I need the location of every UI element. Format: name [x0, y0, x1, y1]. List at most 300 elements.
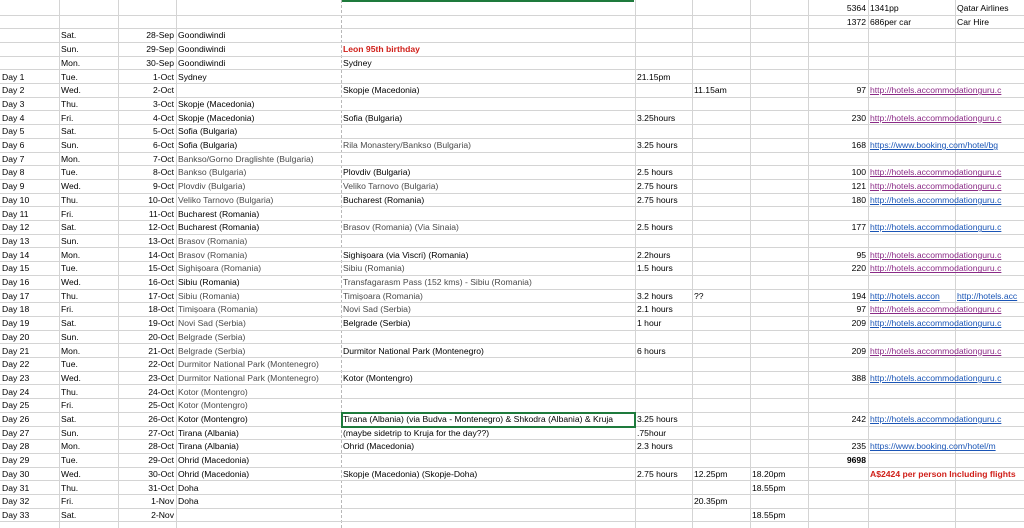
- hotel-link-cell[interactable]: [868, 153, 1024, 166]
- destination-cell[interactable]: [341, 454, 635, 467]
- location-cell[interactable]: Doha: [178, 482, 199, 493]
- day-cell[interactable]: Day 18: [2, 304, 30, 315]
- destination-cell[interactable]: [341, 235, 635, 248]
- departure-cell[interactable]: [692, 71, 750, 84]
- arrival-cell[interactable]: [750, 221, 808, 234]
- location-cell[interactable]: Plovdiv (Bulgaria): [178, 181, 246, 192]
- departure-cell[interactable]: [692, 43, 750, 56]
- weekday-cell[interactable]: Tue.: [61, 263, 78, 274]
- arrival-cell[interactable]: [750, 84, 808, 97]
- itinerary-row[interactable]: [0, 235, 1024, 249]
- arrival-cell[interactable]: [750, 139, 808, 152]
- departure-cell[interactable]: [692, 440, 750, 453]
- hotel-link-cell[interactable]: [868, 43, 1024, 56]
- weekday-cell[interactable]: Wed.: [61, 277, 81, 287]
- departure-cell[interactable]: [692, 399, 750, 412]
- date-cell[interactable]: 6-Oct: [152, 140, 174, 150]
- hotel-link-cell[interactable]: http://hotels.accommodationguru.c: [870, 112, 1002, 123]
- hotel-link-cell[interactable]: [868, 71, 1024, 84]
- weekday-cell[interactable]: Wed.: [61, 372, 81, 383]
- day-cell[interactable]: Day 13: [2, 235, 30, 246]
- arrival-cell[interactable]: [750, 413, 808, 426]
- departure-cell[interactable]: [692, 139, 750, 152]
- destination-cell[interactable]: Tirana (Albania) (via Budva - Montenegro) & Shkodra (Albania) & Kruja: [343, 414, 614, 424]
- cost-cell[interactable]: 121: [851, 181, 866, 192]
- date-cell[interactable]: 26-Oct: [148, 414, 174, 424]
- departure-cell[interactable]: [692, 372, 750, 385]
- cost-cell[interactable]: 100: [851, 167, 866, 178]
- itinerary-row[interactable]: [0, 180, 1024, 194]
- cost-cell[interactable]: 97: [856, 304, 866, 315]
- departure-cell[interactable]: 12.25pm: [694, 468, 728, 479]
- itinerary-row[interactable]: [0, 454, 1024, 468]
- travel-time-cell[interactable]: [635, 495, 692, 508]
- itinerary-row[interactable]: [0, 262, 1024, 276]
- travel-time-cell[interactable]: .75hour: [637, 427, 667, 438]
- date-cell[interactable]: 3-Oct: [152, 98, 174, 109]
- departure-cell[interactable]: [692, 221, 750, 234]
- summary-row[interactable]: [0, 16, 1024, 30]
- hotel-link-cell[interactable]: http://hotels.accommodationguru.c: [870, 249, 1002, 260]
- destination-cell[interactable]: Leon 95th birthday: [343, 44, 420, 55]
- travel-time-cell[interactable]: [635, 153, 692, 166]
- day-cell[interactable]: Day 23: [2, 372, 30, 383]
- travel-time-cell[interactable]: 2.75 hours: [637, 181, 678, 192]
- travel-time-cell[interactable]: [635, 276, 692, 289]
- date-cell[interactable]: 28-Oct: [148, 441, 174, 452]
- summary-label-cell[interactable]: Qatar Airlines: [957, 3, 1009, 13]
- travel-time-cell[interactable]: [635, 98, 692, 111]
- itinerary-row[interactable]: [0, 98, 1024, 112]
- location-cell[interactable]: [176, 509, 341, 522]
- arrival-cell[interactable]: [750, 71, 808, 84]
- day-cell[interactable]: Day 11: [2, 208, 29, 219]
- departure-cell[interactable]: [692, 345, 750, 358]
- travel-time-cell[interactable]: 2.1 hours: [637, 304, 673, 315]
- weekday-cell[interactable]: Fri.: [61, 496, 74, 507]
- itinerary-row[interactable]: [0, 153, 1024, 167]
- date-cell[interactable]: 30-Sep: [146, 57, 174, 68]
- hotel-link-cell[interactable]: https://www.booking.com/hotel/m: [870, 441, 996, 452]
- day-cell[interactable]: Day 22: [2, 359, 30, 370]
- day-cell[interactable]: Day 25: [2, 400, 30, 411]
- date-cell[interactable]: 29-Oct: [148, 455, 174, 466]
- departure-cell[interactable]: [692, 262, 750, 275]
- location-cell[interactable]: Doha: [178, 496, 199, 507]
- day-cell[interactable]: [0, 57, 59, 70]
- departure-cell[interactable]: [692, 125, 750, 138]
- cost-cell[interactable]: [808, 71, 868, 84]
- day-cell[interactable]: Day 33: [2, 509, 30, 520]
- departure-cell[interactable]: [692, 208, 750, 221]
- summary-row[interactable]: [0, 2, 1024, 16]
- arrival-cell[interactable]: [750, 276, 808, 289]
- arrival-cell[interactable]: [750, 166, 808, 179]
- itinerary-row[interactable]: [0, 290, 1024, 304]
- weekday-cell[interactable]: Thu.: [61, 290, 79, 301]
- departure-cell[interactable]: [692, 454, 750, 467]
- location-cell[interactable]: Kotor (Montengro): [178, 386, 248, 397]
- arrival-cell[interactable]: [750, 249, 808, 262]
- travel-time-cell[interactable]: 3.25hours: [637, 112, 676, 123]
- date-cell[interactable]: 2-Oct: [152, 85, 174, 96]
- arrival-cell[interactable]: [750, 495, 808, 508]
- location-cell[interactable]: Sighișoara (Romania): [178, 263, 262, 274]
- arrival-cell[interactable]: [750, 440, 808, 453]
- arrival-cell[interactable]: [750, 57, 808, 70]
- weekday-cell[interactable]: Tue.: [61, 455, 78, 466]
- destination-cell[interactable]: (maybe sidetrip to Kruja for the day??): [343, 427, 490, 438]
- hotel-link-cell[interactable]: http://hotels.accommodationguru.c: [870, 181, 1002, 192]
- hotel-link-cell[interactable]: [868, 331, 1024, 344]
- itinerary-row[interactable]: [0, 317, 1024, 331]
- location-cell[interactable]: Goondiwindi: [178, 57, 226, 68]
- arrival-cell[interactable]: [750, 427, 808, 440]
- hotel-link-cell[interactable]: http://hotels.accommodationguru.c: [870, 167, 1002, 178]
- date-cell[interactable]: 30-Oct: [148, 468, 174, 479]
- date-cell[interactable]: 16-Oct: [148, 277, 174, 287]
- travel-time-cell[interactable]: 2.75 hours: [637, 194, 678, 205]
- weekday-cell[interactable]: Thu.: [61, 482, 79, 493]
- travel-time-cell[interactable]: 2.5 hours: [637, 222, 673, 233]
- departure-cell[interactable]: [692, 235, 750, 248]
- destination-cell[interactable]: [341, 495, 635, 508]
- date-cell[interactable]: 1-Oct: [152, 71, 174, 82]
- weekday-cell[interactable]: Tue.: [61, 359, 78, 370]
- day-cell[interactable]: Day 5: [2, 126, 25, 137]
- departure-cell[interactable]: [692, 166, 750, 179]
- day-cell[interactable]: Day 32: [2, 496, 30, 507]
- cost-cell[interactable]: 242: [851, 414, 866, 424]
- weekday-cell[interactable]: Wed.: [61, 181, 81, 192]
- date-cell[interactable]: 10-Oct: [148, 194, 174, 205]
- hotel-link-cell[interactable]: A$2424 per person Including flights: [870, 468, 1016, 479]
- cost-cell[interactable]: [808, 125, 868, 138]
- departure-cell[interactable]: [692, 427, 750, 440]
- cost-cell[interactable]: 209: [851, 345, 866, 356]
- departure-cell[interactable]: [692, 194, 750, 207]
- hotel-link-cell[interactable]: [868, 235, 1024, 248]
- arrival-cell[interactable]: 18.55pm: [752, 509, 786, 520]
- hotel-link-cell[interactable]: [868, 57, 1024, 70]
- arrival-cell[interactable]: [750, 43, 808, 56]
- itinerary-row[interactable]: [0, 303, 1024, 317]
- location-cell[interactable]: Ohrid (Macedonia): [178, 468, 250, 479]
- arrival-cell[interactable]: [750, 372, 808, 385]
- travel-time-cell[interactable]: [635, 208, 692, 221]
- location-cell[interactable]: Brasov (Romania): [178, 249, 248, 260]
- date-cell[interactable]: 11-Oct: [148, 208, 174, 219]
- departure-cell[interactable]: [692, 509, 750, 522]
- date-cell[interactable]: 9-Oct: [152, 181, 174, 192]
- day-cell[interactable]: Day 28: [2, 441, 30, 452]
- weekday-cell[interactable]: Wed.: [61, 468, 81, 479]
- destination-cell[interactable]: [341, 482, 635, 495]
- arrival-cell[interactable]: [750, 208, 808, 221]
- itinerary-row[interactable]: [0, 84, 1024, 98]
- arrival-cell[interactable]: [750, 345, 808, 358]
- hotel-link-cell[interactable]: http://hotels.accommodationguru.c: [870, 304, 1002, 315]
- arrival-cell[interactable]: [750, 29, 808, 42]
- travel-time-cell[interactable]: 2.75 hours: [637, 468, 678, 479]
- location-cell[interactable]: Skopje (Macedonia): [178, 112, 255, 123]
- destination-cell[interactable]: [341, 358, 635, 371]
- location-cell[interactable]: Brasov (Romania): [178, 235, 248, 246]
- location-cell[interactable]: Tirana (Albania): [178, 427, 239, 438]
- date-cell[interactable]: 24-Oct: [148, 386, 174, 397]
- location-cell[interactable]: Bankso (Bulgaria): [178, 167, 247, 178]
- itinerary-row[interactable]: [0, 43, 1024, 57]
- arrival-cell[interactable]: [750, 290, 808, 303]
- day-cell[interactable]: Day 12: [2, 222, 30, 233]
- day-cell[interactable]: Day 10: [2, 194, 30, 205]
- itinerary-row[interactable]: [0, 372, 1024, 386]
- itinerary-row[interactable]: [0, 276, 1024, 290]
- destination-cell[interactable]: Skopje (Macedonia) (Skopje-Doha): [343, 468, 478, 479]
- destination-cell[interactable]: Novi Sad (Serbia): [343, 304, 411, 315]
- day-cell[interactable]: Day 9: [2, 181, 25, 192]
- itinerary-row[interactable]: [0, 112, 1024, 126]
- summary-rate-cell[interactable]: 686per car: [870, 16, 912, 27]
- departure-cell[interactable]: [692, 112, 750, 125]
- destination-cell[interactable]: [341, 98, 635, 111]
- arrival-cell[interactable]: [750, 331, 808, 344]
- date-cell[interactable]: 5-Oct: [152, 126, 174, 137]
- date-cell[interactable]: 14-Oct: [148, 249, 174, 260]
- date-cell[interactable]: 12-Oct: [148, 222, 174, 233]
- summary-total-cell[interactable]: 1372: [846, 16, 866, 27]
- cost-cell[interactable]: [808, 235, 868, 248]
- date-cell[interactable]: 7-Oct: [152, 153, 174, 164]
- departure-cell[interactable]: [692, 153, 750, 166]
- day-cell[interactable]: [0, 43, 59, 56]
- hotel-link-cell[interactable]: http://hotels.accommodationguru.c: [870, 318, 1002, 329]
- day-cell[interactable]: Day 14: [2, 249, 30, 260]
- weekday-cell[interactable]: Sat.: [61, 30, 77, 41]
- cost-cell[interactable]: 168: [851, 140, 866, 150]
- location-cell[interactable]: Kotor (Montengro): [178, 400, 248, 411]
- day-cell[interactable]: Day 20: [2, 331, 30, 342]
- active-cell-selection[interactable]: [341, 412, 636, 428]
- travel-time-cell[interactable]: 3.25 hours: [637, 140, 678, 150]
- itinerary-row[interactable]: [0, 221, 1024, 235]
- date-cell[interactable]: 21-Oct: [148, 345, 174, 356]
- location-cell[interactable]: Bucharest (Romania): [178, 208, 260, 219]
- weekday-cell[interactable]: Mon.: [61, 345, 81, 356]
- hotel-link-cell[interactable]: [868, 399, 1024, 412]
- day-cell[interactable]: Day 29: [2, 455, 30, 466]
- arrival-cell[interactable]: [750, 262, 808, 275]
- itinerary-row[interactable]: [0, 358, 1024, 372]
- hotel-link-cell[interactable]: http://hotels.accommodationguru.c: [870, 85, 1002, 96]
- itinerary-row[interactable]: [0, 29, 1024, 43]
- travel-time-cell[interactable]: [635, 125, 692, 138]
- itinerary-row[interactable]: [0, 509, 1024, 523]
- destination-cell[interactable]: Plovdiv (Bulgaria): [343, 167, 411, 178]
- itinerary-row[interactable]: [0, 57, 1024, 71]
- location-cell[interactable]: Durmitor National Park (Montenegro): [178, 372, 319, 383]
- weekday-cell[interactable]: Sun.: [61, 235, 79, 246]
- weekday-cell[interactable]: Fri.: [61, 400, 74, 411]
- travel-time-cell[interactable]: 1 hour: [637, 318, 662, 329]
- date-cell[interactable]: 4-Oct: [152, 112, 174, 123]
- weekday-cell[interactable]: Sat.: [61, 126, 77, 137]
- arrival-cell[interactable]: 18.55pm: [752, 482, 786, 493]
- travel-time-cell[interactable]: [635, 358, 692, 371]
- cost-cell[interactable]: [808, 386, 868, 399]
- location-cell[interactable]: Sofia (Bulgaria): [178, 126, 238, 137]
- travel-time-cell[interactable]: [635, 386, 692, 399]
- itinerary-row[interactable]: [0, 495, 1024, 509]
- cost-cell[interactable]: [808, 98, 868, 111]
- day-cell[interactable]: Day 4: [2, 112, 25, 123]
- hotel-link-cell[interactable]: http://hotels.accommodationguru.c: [870, 263, 1002, 274]
- weekday-cell[interactable]: Mon.: [61, 441, 81, 452]
- cost-cell[interactable]: 97: [856, 85, 866, 96]
- destination-cell[interactable]: [341, 386, 635, 399]
- departure-cell[interactable]: [692, 57, 750, 70]
- destination-cell[interactable]: Veliko Tarnovo (Bulgaria): [343, 181, 439, 192]
- departure-cell[interactable]: [692, 317, 750, 330]
- departure-cell[interactable]: 20.35pm: [694, 496, 728, 507]
- cost-cell[interactable]: 177: [851, 222, 866, 233]
- location-cell[interactable]: Sibiu (Romania): [178, 277, 240, 287]
- weekday-cell[interactable]: Sat.: [61, 509, 77, 520]
- location-cell[interactable]: Timișoara (Romania): [178, 304, 258, 315]
- cost-cell[interactable]: [808, 153, 868, 166]
- arrival-cell[interactable]: [750, 153, 808, 166]
- cost-cell[interactable]: [808, 276, 868, 289]
- hotel-link-cell[interactable]: http://hotels.accommodationguru.c: [870, 414, 1002, 424]
- date-cell[interactable]: 18-Oct: [148, 304, 174, 315]
- day-cell[interactable]: Day 26: [2, 414, 30, 424]
- destination-cell[interactable]: [341, 153, 635, 166]
- cost-cell[interactable]: 209: [851, 318, 866, 329]
- arrival-cell[interactable]: [750, 194, 808, 207]
- hotel-link-cell[interactable]: [868, 482, 1024, 495]
- travel-time-cell[interactable]: [635, 331, 692, 344]
- cost-cell[interactable]: [808, 509, 868, 522]
- cost-cell[interactable]: 9698: [846, 455, 866, 466]
- cost-cell[interactable]: 388: [851, 372, 866, 383]
- weekday-cell[interactable]: Wed.: [61, 85, 81, 96]
- cost-cell[interactable]: [808, 399, 868, 412]
- hotel-link-cell[interactable]: http://hotels.accommodationguru.c: [870, 372, 1002, 383]
- weekday-cell[interactable]: Mon.: [61, 57, 81, 68]
- travel-time-cell[interactable]: [635, 399, 692, 412]
- location-cell[interactable]: Bucharest (Romania): [178, 222, 260, 233]
- destination-cell[interactable]: Brasov (Romania) (Via Sinaia): [343, 222, 459, 233]
- date-cell[interactable]: 25-Oct: [148, 400, 174, 411]
- location-cell[interactable]: Sibiu (Romania): [178, 290, 240, 301]
- date-cell[interactable]: 8-Oct: [152, 167, 174, 178]
- arrival-cell[interactable]: [750, 180, 808, 193]
- summary-total-cell[interactable]: 5364: [846, 3, 866, 13]
- hotel-link-cell[interactable]: [868, 29, 1024, 42]
- arrival-cell[interactable]: [750, 317, 808, 330]
- destination-cell[interactable]: [341, 399, 635, 412]
- weekday-cell[interactable]: Thu.: [61, 386, 79, 397]
- date-cell[interactable]: 15-Oct: [148, 263, 174, 274]
- travel-time-cell[interactable]: 21.15pm: [637, 71, 671, 82]
- location-cell[interactable]: Belgrade (Serbia): [178, 331, 246, 342]
- day-cell[interactable]: Day 16: [2, 277, 30, 287]
- location-cell[interactable]: Skopje (Macedonia): [178, 98, 255, 109]
- cost-cell[interactable]: [808, 57, 868, 70]
- arrival-cell[interactable]: [750, 98, 808, 111]
- travel-time-cell[interactable]: [635, 372, 692, 385]
- hotel-link-cell[interactable]: http://hotels.accommodationguru.c: [870, 194, 1002, 205]
- weekday-cell[interactable]: Mon.: [61, 249, 81, 260]
- weekday-cell[interactable]: Sun.: [61, 331, 79, 342]
- arrival-cell[interactable]: [750, 386, 808, 399]
- cost-cell[interactable]: [808, 331, 868, 344]
- cost-cell[interactable]: [808, 495, 868, 508]
- hotel-link-cell[interactable]: [868, 276, 1024, 289]
- date-cell[interactable]: 22-Oct: [148, 359, 174, 370]
- arrival-cell[interactable]: [750, 454, 808, 467]
- location-cell[interactable]: Durmitor National Park (Montenegro): [178, 359, 319, 370]
- itinerary-row[interactable]: [0, 399, 1024, 413]
- travel-time-cell[interactable]: 3.25 hours: [637, 414, 678, 424]
- itinerary-row[interactable]: [0, 440, 1024, 454]
- hotel-link-cell[interactable]: http://hotels.accommodationguru.c: [870, 222, 1002, 233]
- location-cell[interactable]: Bankso/Gorno Draglishte (Bulgaria): [178, 153, 314, 164]
- cost-cell[interactable]: [808, 468, 868, 481]
- destination-cell[interactable]: [341, 208, 635, 221]
- weekday-cell[interactable]: Mon.: [61, 153, 81, 164]
- destination-cell[interactable]: Rila Monastery/Bankso (Bulgaria): [343, 140, 472, 150]
- day-cell[interactable]: Day 2: [2, 85, 25, 96]
- departure-cell[interactable]: [692, 276, 750, 289]
- hotel-link-cell[interactable]: http://hotels.accommodationguru.c: [870, 345, 1002, 356]
- weekday-cell[interactable]: Tue.: [61, 167, 78, 178]
- itinerary-row[interactable]: [0, 427, 1024, 441]
- arrival-cell[interactable]: [750, 112, 808, 125]
- destination-cell[interactable]: Ohrid (Macedonia): [343, 441, 415, 452]
- travel-time-cell[interactable]: [635, 29, 692, 42]
- departure-cell[interactable]: [692, 331, 750, 344]
- travel-time-cell[interactable]: [635, 235, 692, 248]
- arrival-cell[interactable]: [750, 303, 808, 316]
- itinerary-row[interactable]: [0, 331, 1024, 345]
- date-cell[interactable]: 20-Oct: [148, 331, 174, 342]
- location-cell[interactable]: Goondiwindi: [178, 44, 226, 55]
- departure-cell[interactable]: [692, 303, 750, 316]
- travel-time-cell[interactable]: 2.3 hours: [637, 441, 673, 452]
- hotel-link-cell[interactable]: [868, 98, 1024, 111]
- date-cell[interactable]: 31-Oct: [148, 482, 174, 493]
- hotel-link-cell[interactable]: [868, 495, 1024, 508]
- destination-cell[interactable]: Belgrade (Serbia): [343, 318, 411, 329]
- travel-time-cell[interactable]: [635, 454, 692, 467]
- travel-time-cell[interactable]: [635, 482, 692, 495]
- hotel-link-cell[interactable]: http://hotels.accon: [870, 290, 940, 301]
- day-cell[interactable]: Day 3: [2, 98, 25, 109]
- departure-cell[interactable]: [692, 29, 750, 42]
- itinerary-row[interactable]: [0, 166, 1024, 180]
- departure-cell[interactable]: ??: [694, 290, 704, 301]
- day-cell[interactable]: Day 15: [2, 263, 30, 274]
- hotel-link-cell[interactable]: [868, 358, 1024, 371]
- cost-cell[interactable]: [808, 29, 868, 42]
- destination-cell[interactable]: Sofia (Bulgaria): [343, 112, 403, 123]
- location-cell[interactable]: Belgrade (Serbia): [178, 345, 246, 356]
- itinerary-row[interactable]: [0, 71, 1024, 85]
- travel-time-cell[interactable]: 1.5 hours: [637, 263, 673, 274]
- travel-time-cell[interactable]: [635, 84, 692, 97]
- cost-cell[interactable]: [808, 427, 868, 440]
